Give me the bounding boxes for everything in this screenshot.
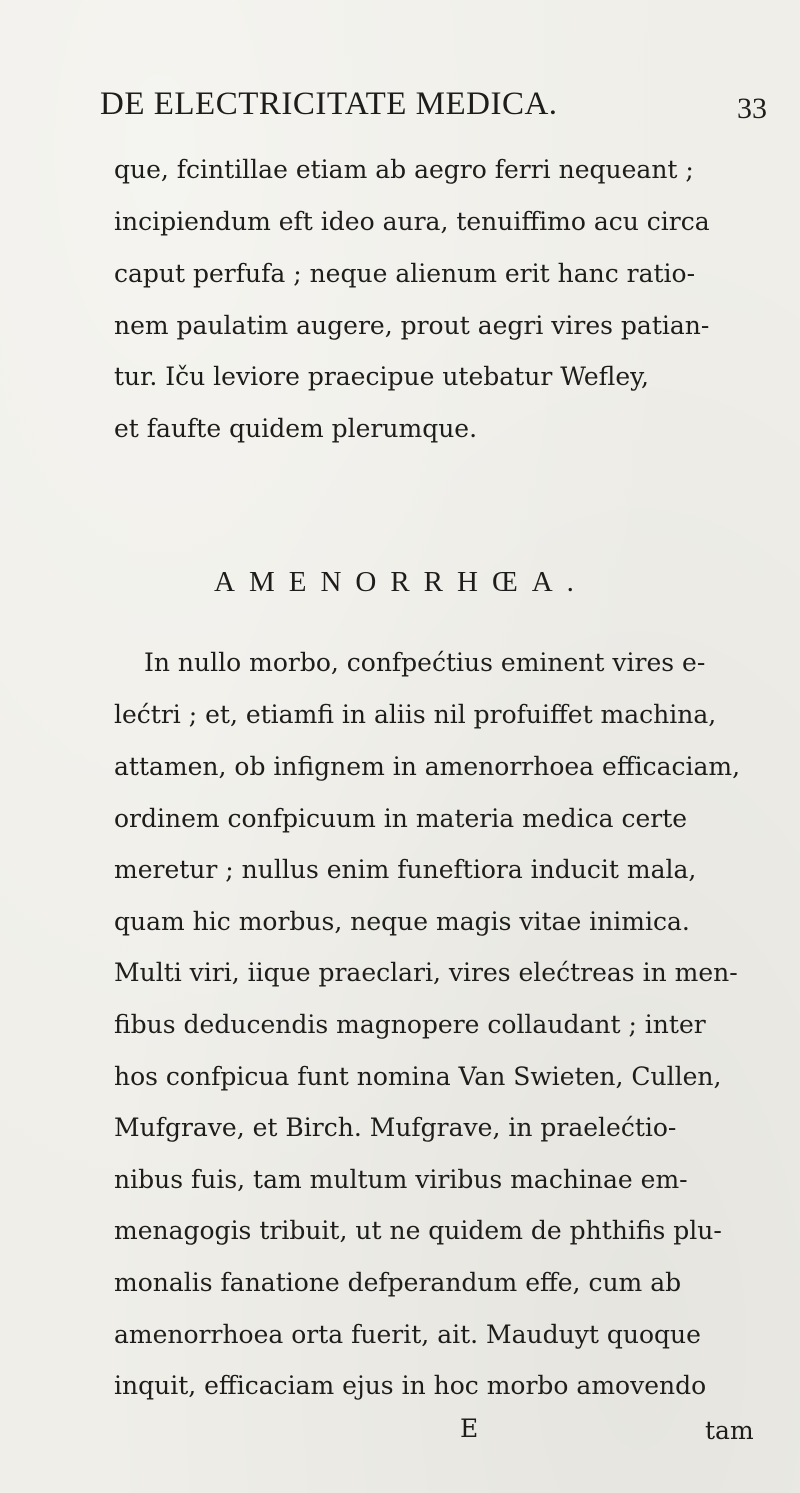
running-head: DE ELECTRICITATE MEDICA. [100, 86, 558, 122]
text-line: caput perfufa ; neque alienum erit hanc ratio- [114, 259, 696, 288]
text-line: In nullo morbo, confpećtius eminent vires e- [144, 648, 706, 677]
text-line: Multi viri, iique praeclari, vires elećtreas in men- [114, 958, 738, 987]
text-line: monalis fanatione defperandum effe, cum ab [114, 1268, 682, 1297]
text-line: ordinem confpicuum in materia medica certe [114, 804, 688, 833]
text-line: hos confpicua funt nomina Van Swieten, Cullen, [114, 1062, 722, 1091]
text-line: meretur ; nullus enim funeftiora inducit mala, [114, 855, 697, 884]
text-line: Mufgrave, et Birch. Mufgrave, in praelećtio- [114, 1113, 677, 1142]
text-line: que, fcintillae etiam ab aegro ferri nequeant ; [114, 155, 694, 184]
text-line: fibus deducendis magnopere collaudant ; inter [114, 1010, 706, 1039]
text-line: tur. Iču leviore praecipue utebatur Wefley, [114, 362, 649, 391]
signature-mark: E [460, 1414, 479, 1443]
text-line: nem paulatim augere, prout aegri vires patian- [114, 311, 710, 340]
text-line: incipiendum eft ideo aura, tenuiffimo acu circa [114, 207, 710, 236]
text-line: inquit, efficaciam ejus in hoc morbo amovendo [114, 1371, 707, 1400]
text-line: menagogis tribuit, ut ne quidem de phthifis plu- [114, 1216, 722, 1245]
text-line: et faufte quidem plerumque. [114, 414, 478, 443]
text-line: attamen, ob infignem in amenorrhoea efficaciam, [114, 752, 741, 781]
catchword: tam [705, 1416, 754, 1445]
page-number: 33 [737, 92, 767, 125]
text-line: quam hic morbus, neque magis vitae inimica. [114, 907, 690, 936]
text-line: lećtri ; et, etiamfi in aliis nil profuiffet machina, [114, 700, 717, 729]
text-line: amenorrhoea orta fuerit, ait. Mauduyt quoque [114, 1320, 701, 1349]
section-heading: AMENORRHŒA. [214, 566, 588, 598]
text-line: nibus fuis, tam multum viribus machinae em- [114, 1165, 688, 1194]
